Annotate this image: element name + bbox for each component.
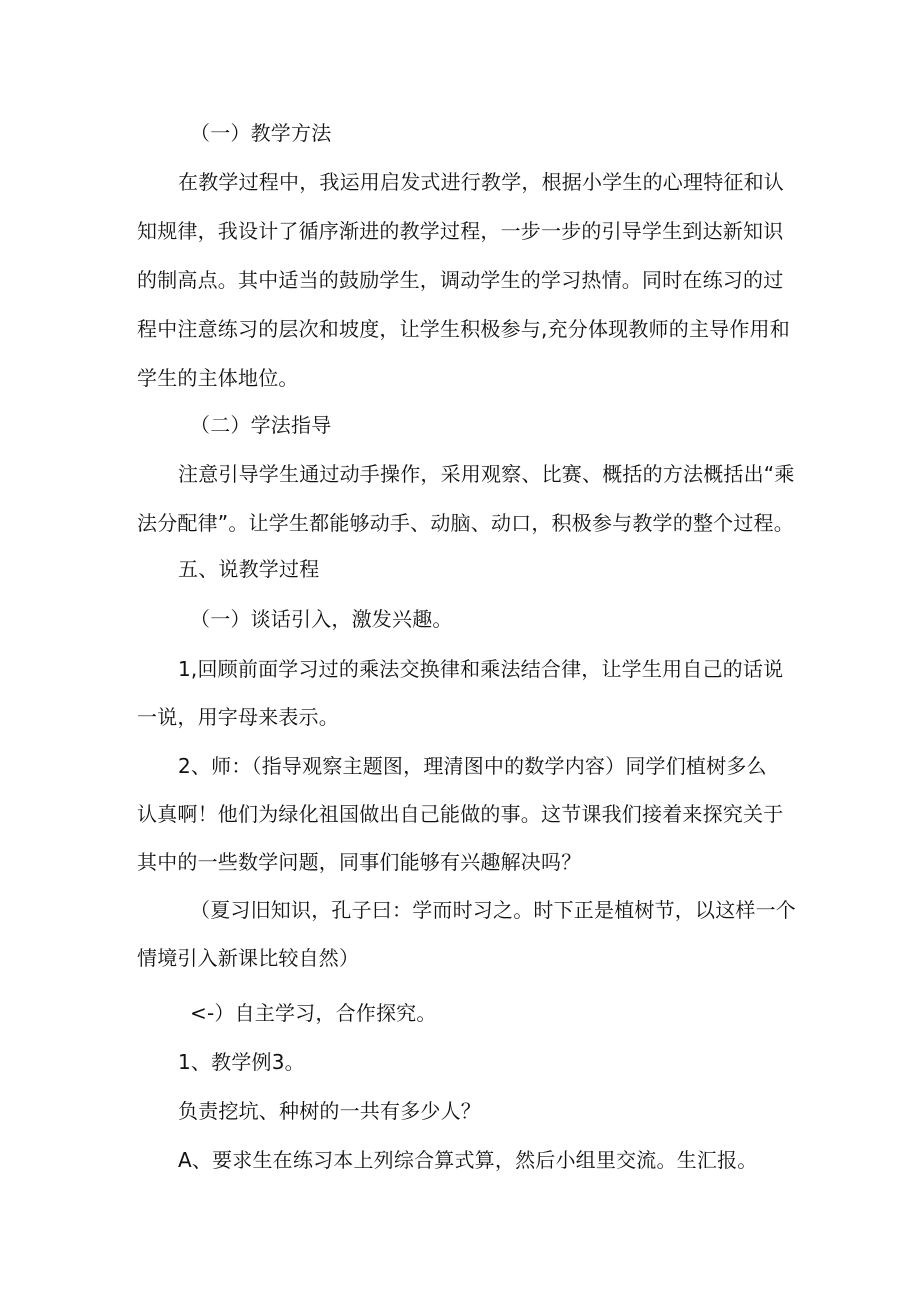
paragraph-line: （夏习旧知识，孔子曰：学而时习之。时下正是植树节，以这样一个 — [190, 898, 796, 922]
question-line: 负责挖坑、种树的一共有多少人？ — [178, 1099, 481, 1123]
section-heading: 五、说教学过程 — [178, 557, 320, 581]
paragraph-line: 程中注意练习的层次和坡度，让学生积极参与,充分体现教师的主导作用和 — [137, 317, 790, 341]
subheading: <-）自主学习，合作探究。 — [190, 1001, 437, 1025]
paragraph-line: 其中的一些数学问题，同事们能够有兴趣解决吗？ — [137, 850, 582, 874]
paragraph-line: 2、师：（指导观察主题图，理清图中的数学内容）同学们植树多么 — [178, 754, 767, 778]
paragraph-line: 学生的主体地位。 — [137, 366, 299, 390]
heading-study-guidance: （二）学法指导 — [190, 413, 332, 437]
list-item: A、要求生在练习本上列综合算式算，然后小组里交流。生汇报。 — [178, 1148, 758, 1172]
heading-teaching-method: （一）教学方法 — [190, 121, 332, 145]
paragraph-line: 注意引导学生通过动手操作，采用观察、比赛、概括的方法概括出“乘 — [178, 462, 795, 486]
paragraph-line: 法分配律”。让学生都能够动手、动脑、动口，积极参与教学的整个过程。 — [137, 511, 794, 535]
paragraph-line: 的制高点。其中适当的鼓励学生，调动学生的学习热情。同时在练习的过 — [137, 268, 784, 292]
paragraph-line: 一说，用字母来表示。 — [137, 705, 339, 729]
list-item: 1、教学例3。 — [178, 1050, 305, 1074]
paragraph-line: 在教学过程中，我运用启发式进行教学，根据小学生的心理特征和认 — [178, 170, 784, 194]
paragraph-line: 情境引入新课比较自然） — [137, 946, 360, 970]
paragraph-line: 1,回顾前面学习过的乘法交换律和乘法结合律，让学生用自己的话说 — [178, 657, 784, 681]
paragraph-line: 认真啊！他们为绿化祖国做出自己能做的事。这节课我们接着来探究关于 — [137, 802, 784, 826]
subheading: （一）谈话引入，激发兴趣。 — [190, 607, 453, 631]
paragraph-line: 知规律，我设计了循序渐进的教学过程，一步一步的引导学生到达新知识 — [137, 219, 784, 243]
